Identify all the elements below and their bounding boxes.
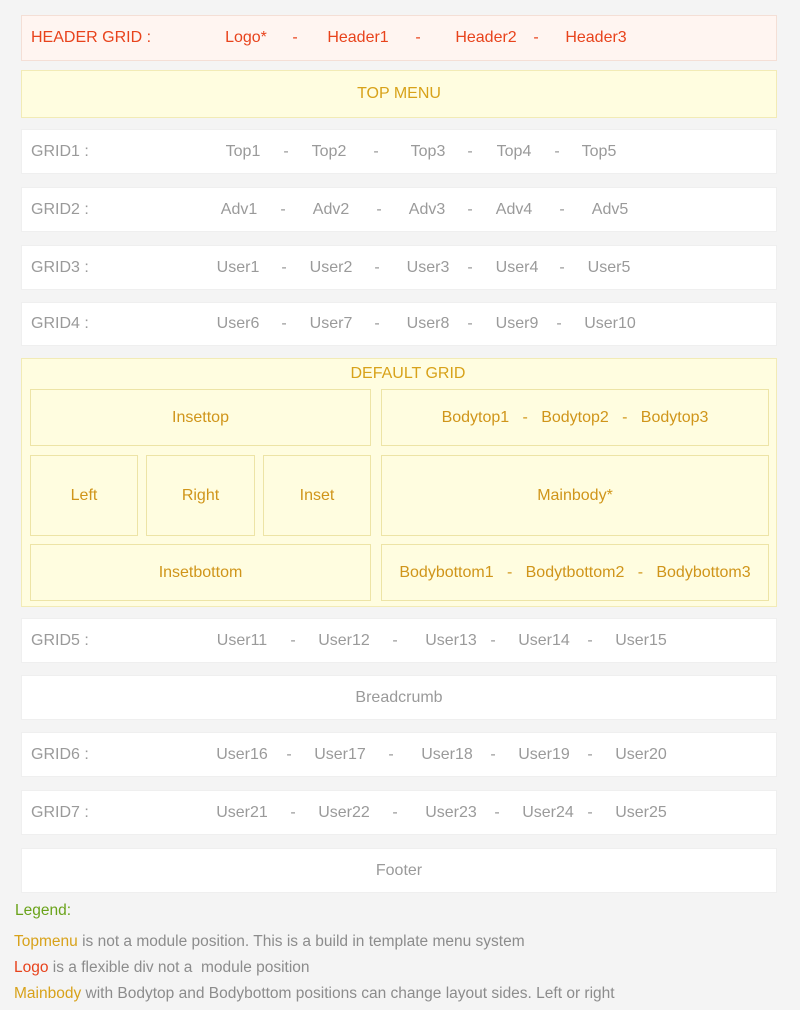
module-position: User16 — [216, 745, 268, 763]
bodybottom-positions: Bodybottom1 - Bodytbottom2 - Bodybottom3 — [381, 544, 769, 601]
header-item-logo: Logo* — [225, 29, 267, 46]
module-position: User6 — [216, 315, 260, 332]
legend-key-topmenu: Topmenu — [14, 933, 78, 950]
mainbody-position: Mainbody* — [381, 455, 769, 536]
header-item-header3: Header3 — [565, 29, 627, 46]
module-position: User22 — [318, 803, 370, 821]
breadcrumb — [21, 675, 777, 720]
grid2-items — [22, 188, 776, 231]
separator: - — [374, 258, 380, 276]
legend-key-mainbody: Mainbody — [14, 985, 82, 1002]
legend-key-logo: Logo — [14, 959, 49, 976]
module-position: User1 — [216, 258, 260, 276]
insettop-position: Insettop — [30, 389, 371, 446]
grid4-label: GRID4 : — [31, 315, 89, 332]
insetbottom-position: Insetbottom — [30, 544, 371, 601]
separator: - — [290, 631, 296, 649]
grid6-items — [22, 733, 776, 776]
module-position: User21 — [216, 803, 268, 821]
module-position: User5 — [587, 258, 631, 276]
separator: - — [490, 745, 496, 763]
header-separator: - — [415, 29, 421, 46]
separator: - — [467, 142, 473, 160]
separator: - — [290, 803, 296, 821]
separator: - — [286, 745, 292, 763]
separator: - — [587, 803, 593, 821]
header-separator: - — [292, 29, 298, 46]
separator: - — [376, 200, 382, 218]
grid1-row — [21, 129, 777, 174]
separator: - — [467, 258, 473, 276]
module-position: User12 — [318, 631, 370, 649]
separator: - — [280, 200, 286, 218]
right-position: Right — [146, 455, 255, 536]
separator: - — [467, 315, 473, 332]
module-position: User7 — [309, 315, 353, 332]
separator: - — [374, 315, 380, 332]
module-position: User18 — [421, 745, 473, 763]
grid6-row — [21, 732, 777, 777]
module-position: Adv4 — [495, 200, 533, 218]
header-grid-items — [22, 16, 776, 60]
module-position: User20 — [615, 745, 667, 763]
grid5-label: GRID5 : — [31, 631, 89, 649]
module-position: Top2 — [311, 142, 347, 160]
separator: - — [283, 142, 289, 160]
grid5-row — [21, 618, 777, 663]
grid2-row — [21, 187, 777, 232]
grid3-items — [22, 246, 776, 289]
grid5-items — [22, 619, 776, 662]
separator: - — [494, 803, 500, 821]
module-position: Adv5 — [591, 200, 629, 218]
legend-text-logo: is a flexible div not a module position — [48, 959, 310, 976]
header-grid — [21, 15, 777, 61]
module-position: User19 — [518, 745, 570, 763]
left-position: Left — [30, 455, 138, 536]
module-position: User25 — [615, 803, 667, 821]
module-position: User14 — [518, 631, 570, 649]
module-position: User13 — [425, 631, 477, 649]
legend-line-topmenu — [14, 933, 525, 951]
top-menu — [21, 70, 777, 118]
separator: - — [281, 315, 287, 332]
grid4-items — [22, 303, 776, 345]
grid7-items — [22, 791, 776, 834]
legend-line-mainbody — [14, 985, 615, 1003]
separator: - — [559, 200, 565, 218]
footer-label: Footer — [375, 861, 423, 879]
separator: - — [392, 803, 398, 821]
grid3-label: GRID3 : — [31, 258, 89, 276]
grid3-row — [21, 245, 777, 290]
breadcrumb-label: Breadcrumb — [355, 688, 443, 706]
header-separator: - — [533, 29, 539, 46]
grid1-label: GRID1 : — [31, 142, 89, 160]
grid7-label: GRID7 : — [31, 803, 89, 821]
header-grid-label: HEADER GRID : — [31, 29, 152, 46]
grid7-row — [21, 790, 777, 835]
header-item-header1: Header1 — [327, 29, 389, 46]
module-position: User2 — [309, 258, 353, 276]
legend-line-logo — [14, 959, 310, 977]
grid6-label: GRID6 : — [31, 745, 89, 763]
grid4-row — [21, 302, 777, 346]
separator: - — [388, 745, 394, 763]
footer — [21, 848, 777, 893]
separator: - — [392, 631, 398, 649]
top-menu-label: TOP MENU — [357, 85, 441, 102]
separator: - — [467, 200, 473, 218]
module-position: Adv1 — [220, 200, 258, 218]
separator: - — [587, 745, 593, 763]
module-position: Top3 — [410, 142, 446, 160]
module-position: Top5 — [581, 142, 617, 160]
module-position: User9 — [495, 315, 539, 332]
module-position: Top4 — [496, 142, 532, 160]
inset-position: Inset — [263, 455, 371, 536]
grid1-items — [22, 130, 776, 173]
module-position: User11 — [216, 631, 268, 649]
default-grid-title: DEFAULT GRID — [350, 365, 466, 382]
separator: - — [373, 142, 379, 160]
module-position: Adv3 — [408, 200, 446, 218]
header-item-header2: Header2 — [455, 29, 517, 46]
separator: - — [490, 631, 496, 649]
grid2-label: GRID2 : — [31, 200, 89, 218]
module-position: User15 — [615, 631, 667, 649]
legend-text-mainbody: with Bodytop and Bodybottom positions can change layout sides. Left or right — [81, 985, 615, 1002]
module-position: User10 — [584, 315, 636, 332]
module-position: User24 — [522, 803, 574, 821]
module-position: User17 — [314, 745, 366, 763]
legend-title: Legend: — [15, 902, 72, 919]
module-position: User4 — [495, 258, 539, 276]
module-position: Top1 — [225, 142, 261, 160]
bodytop-positions: Bodytop1 - Bodytop2 - Bodytop3 — [381, 389, 769, 446]
separator: - — [556, 315, 562, 332]
module-position: Adv2 — [312, 200, 350, 218]
module-position: User3 — [406, 258, 450, 276]
module-position: User8 — [406, 315, 450, 332]
separator: - — [587, 631, 593, 649]
legend-text-topmenu: is not a module position. This is a build in template menu system — [77, 933, 525, 950]
separator: - — [559, 258, 565, 276]
separator: - — [554, 142, 560, 160]
module-position: User23 — [425, 803, 477, 821]
separator: - — [281, 258, 287, 276]
